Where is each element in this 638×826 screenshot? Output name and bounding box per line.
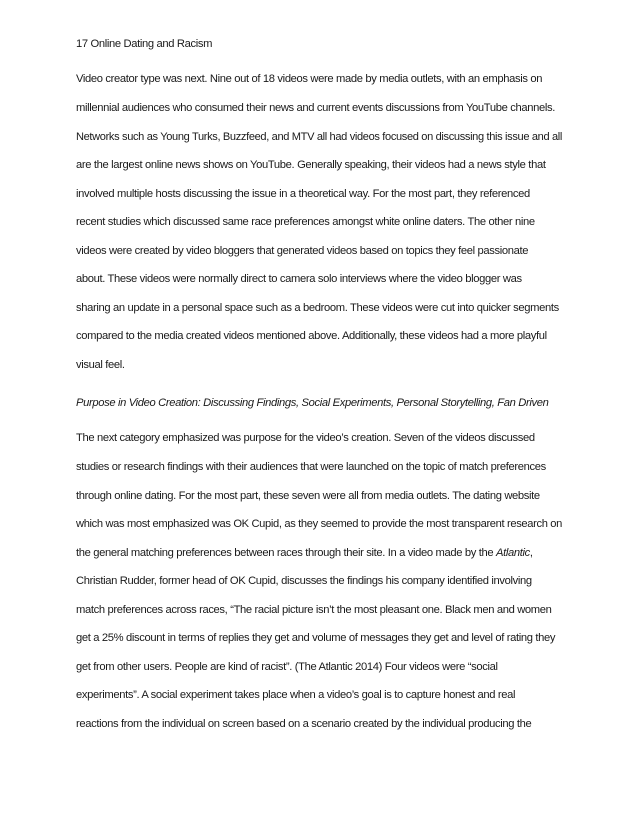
paragraph-line: sharing an update in a personal space such as a bedroom. These videos were cut into quicker segments bbox=[76, 302, 559, 314]
paragraph-line: Networks such as Young Turks, Buzzfeed, and MTV all had videos focused on discussing this issue and all bbox=[76, 131, 562, 143]
section-subheading: Purpose in Video Creation: Discussing Findings, Social Experiments, Personal Storytelling, Fan Driven bbox=[76, 397, 549, 409]
paragraph-line: The next category emphasized was purpose for the video’s creation. Seven of the videos discussed bbox=[76, 432, 535, 444]
paragraph-line: studies or research findings with their audiences that were launched on the topic of match preferences bbox=[76, 461, 546, 473]
line-text: , bbox=[529, 547, 533, 559]
paragraph-line: millennial audiences who consumed their news and current events discussions from YouTube channels. bbox=[76, 102, 555, 114]
paragraph-line: Video creator type was next. Nine out of 18 videos were made by media outlets, with an emphasis on bbox=[76, 73, 543, 85]
paragraph-line: are the largest online news shows on YouTube. Generally speaking, their videos had a news style that bbox=[76, 159, 546, 171]
paragraph-line bbox=[76, 546, 533, 560]
paragraph-line: get a 25% discount in terms of replies they get and volume of messages they get and level of rating they bbox=[76, 632, 556, 644]
paragraph-line: involved multiple hosts discussing the issue in a theoretical way. For the most part, they referenced bbox=[76, 188, 530, 200]
paragraph-line: about. These videos were normally direct to camera solo interviews where the video blogger was bbox=[76, 273, 522, 285]
paragraph-line: through online dating. For the most part, these seven were all from media outlets. The dating website bbox=[76, 490, 540, 502]
paragraph-line: Christian Rudder, former head of OK Cupid, discusses the findings his company identified involving bbox=[76, 575, 532, 587]
running-head: 17 Online Dating and Racism bbox=[76, 38, 213, 50]
paragraph-line: videos were created by video bloggers that generated videos based on topics they feel passionate bbox=[76, 245, 529, 257]
paragraph-line: visual feel. bbox=[76, 359, 125, 371]
paragraph-line: reactions from the individual on screen based on a scenario created by the individual producing the bbox=[76, 718, 532, 730]
line-text: the general matching preferences between races through their site. In a video made by the bbox=[76, 547, 496, 559]
paragraph-line: get from other users. People are kind of racist”. (The Atlantic 2014) Four videos were “social bbox=[76, 661, 498, 673]
paragraph-line: match preferences across races, “The racial picture isn’t the most pleasant one. Black men and women bbox=[76, 604, 552, 616]
paragraph-line: experiments”. A social experiment takes place when a video’s goal is to capture honest and real bbox=[76, 689, 516, 701]
paragraph-line: recent studies which discussed same race preferences amongst white online daters. The other nine bbox=[76, 216, 535, 228]
paragraph-line: which was most emphasized was OK Cupid, as they seemed to provide the most transparent research on bbox=[76, 518, 562, 530]
publication-name: Atlantic bbox=[496, 547, 530, 559]
paragraph-line: compared to the media created videos mentioned above. Additionally, these videos had a more playful bbox=[76, 330, 547, 342]
